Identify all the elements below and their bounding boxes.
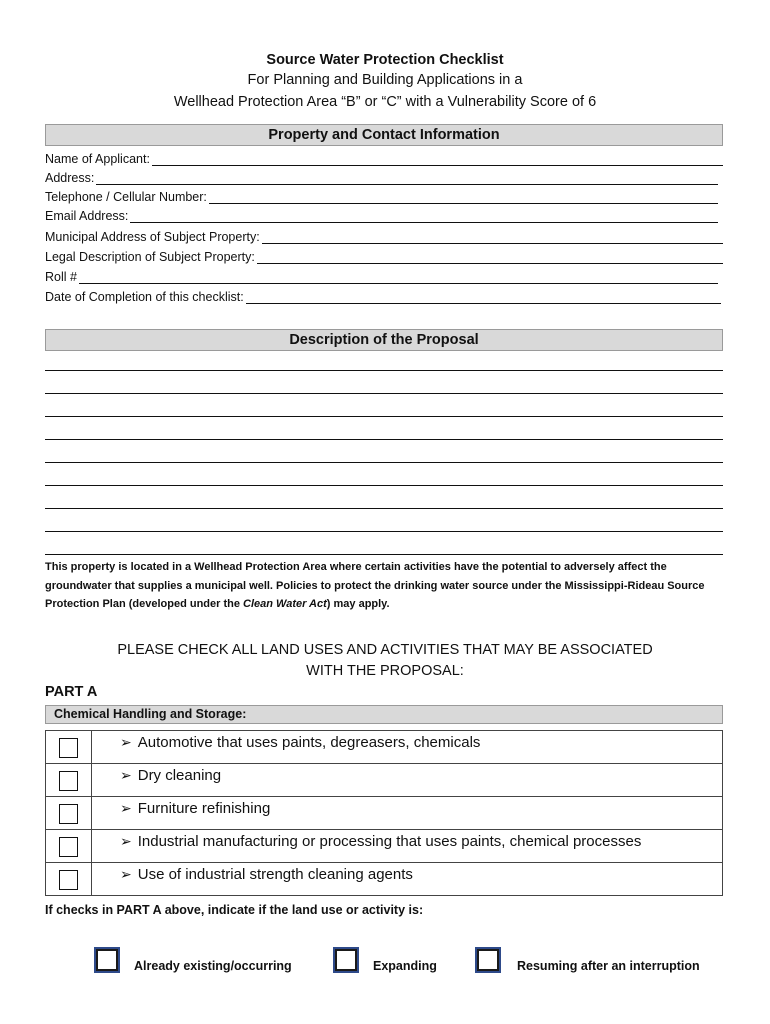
proposal-section-heading: Description of the Proposal xyxy=(45,329,723,351)
document-subtitle-1: For Planning and Building Applications in a xyxy=(247,72,523,88)
document-subtitle-2: Wellhead Protection Area “B” or “C” with a Vulnerability Score of 6 xyxy=(173,94,597,110)
field-label: Municipal Address of Subject Property: xyxy=(45,230,260,244)
notice-text-end: ) may apply. xyxy=(326,598,390,610)
field-label: Name of Applicant: xyxy=(45,152,150,166)
proposal-line[interactable] xyxy=(45,485,723,486)
proposal-line[interactable] xyxy=(45,462,723,463)
document-title: Source Water Protection Checklist xyxy=(266,52,504,68)
field-label: Date of Completion of this checklist: xyxy=(45,290,244,304)
field-label: Email Address: xyxy=(45,209,129,223)
wellhead-notice xyxy=(45,558,735,614)
field-label: Legal Description of Subject Property: xyxy=(45,250,255,264)
proposal-line[interactable] xyxy=(45,370,723,371)
field-label: Telephone / Cellular Number: xyxy=(45,190,207,204)
checkbox-cell xyxy=(46,863,92,896)
resuming-checkbox[interactable] xyxy=(475,947,501,973)
proposal-line[interactable] xyxy=(45,416,723,417)
checklist-item xyxy=(92,731,723,764)
arrow-bullet-icon: ➢ xyxy=(120,767,132,783)
roll-number-field[interactable] xyxy=(45,268,718,284)
checkbox-cell xyxy=(46,764,92,797)
option-label: Expanding xyxy=(373,959,437,973)
checklist-row xyxy=(46,863,723,896)
completion-date-field[interactable] xyxy=(45,288,721,304)
item-label: Use of industrial strength cleaning agents xyxy=(137,866,413,883)
checklist-item xyxy=(92,797,723,830)
dry-cleaning-checkbox[interactable] xyxy=(59,771,78,791)
item-label: Dry cleaning xyxy=(137,767,222,784)
item-label: Industrial manufacturing or processing that uses paints, chemical processes xyxy=(137,833,642,850)
item-label: Automotive that uses paints, degreasers, chemicals xyxy=(137,734,481,751)
checklist-item xyxy=(92,764,723,797)
option-expanding[interactable] xyxy=(333,947,437,973)
part-a-label: PART A xyxy=(45,684,98,700)
option-resuming[interactable] xyxy=(475,947,700,973)
municipal-address-field[interactable] xyxy=(45,228,723,244)
instructions-line-1: PLEASE CHECK ALL LAND USES AND ACTIVITIES THAT MAY BE ASSOCIATED xyxy=(117,642,653,658)
notice-act-name: Clean Water Act xyxy=(243,598,327,610)
proposal-line[interactable] xyxy=(45,439,723,440)
proposal-line[interactable] xyxy=(45,508,723,509)
arrow-bullet-icon: ➢ xyxy=(120,833,132,849)
address-field[interactable] xyxy=(45,169,718,185)
expanding-checkbox[interactable] xyxy=(333,947,359,973)
checklist-row xyxy=(46,731,723,764)
chemical-handling-heading: Chemical Handling and Storage: xyxy=(45,705,723,724)
industrial-manufacturing-checkbox[interactable] xyxy=(59,837,78,857)
proposal-line[interactable] xyxy=(45,393,723,394)
email-field[interactable] xyxy=(45,207,718,223)
automotive-checkbox[interactable] xyxy=(59,738,78,758)
field-label: Roll # xyxy=(45,270,77,284)
notice-text: This property is located in a Wellhead Protection Area where certain activities have the potential to adversely affect the groundwater that supplies a municipal well. Policies to protect the drinking water source under the Mississippi-Rideau Source Protection Plan (developed under the xyxy=(45,561,705,610)
cleaning-agents-checkbox[interactable] xyxy=(59,870,78,890)
legal-description-field[interactable] xyxy=(45,248,723,264)
arrow-bullet-icon: ➢ xyxy=(120,866,132,882)
arrow-bullet-icon: ➢ xyxy=(120,800,132,816)
applicant-name-field[interactable] xyxy=(45,150,723,166)
checklist-row xyxy=(46,797,723,830)
option-label: Already existing/occurring xyxy=(134,959,292,973)
checklist-row xyxy=(46,764,723,797)
arrow-bullet-icon: ➢ xyxy=(120,734,132,750)
checklist-item xyxy=(92,863,723,896)
instructions-line-2: WITH THE PROPOSAL: xyxy=(306,663,464,679)
checkbox-cell xyxy=(46,731,92,764)
checkbox-cell xyxy=(46,797,92,830)
furniture-refinishing-checkbox[interactable] xyxy=(59,804,78,824)
part-a-followup-question: If checks in PART A above, indicate if the land use or activity is: xyxy=(45,903,424,917)
checklist-row xyxy=(46,830,723,863)
proposal-line[interactable] xyxy=(45,554,723,555)
contact-section-heading: Property and Contact Information xyxy=(45,124,723,146)
checklist-item xyxy=(92,830,723,863)
option-label: Resuming after an interruption xyxy=(517,959,700,973)
option-already-existing[interactable] xyxy=(94,947,292,973)
field-label: Address: xyxy=(45,171,95,185)
proposal-line[interactable] xyxy=(45,531,723,532)
item-label: Furniture refinishing xyxy=(137,800,271,817)
already-existing-checkbox[interactable] xyxy=(94,947,120,973)
checkbox-cell xyxy=(46,830,92,863)
telephone-field[interactable] xyxy=(45,188,718,204)
part-a-checklist xyxy=(45,730,723,896)
